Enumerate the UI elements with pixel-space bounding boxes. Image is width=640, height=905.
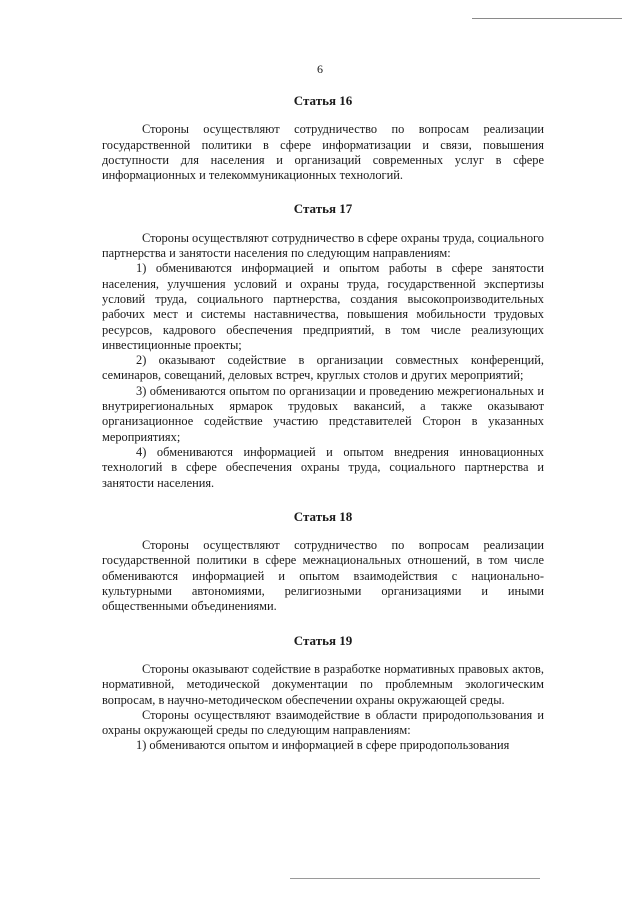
article-paragraph: Стороны оказывают содействие в разработке нормативных правовых актов, нормативной, методической документации по проблемным экологическим вопросам, в научно-методическом обеспечении охраны окружающей среды.: [102, 661, 544, 707]
scan-artifact-line: [290, 878, 540, 879]
list-item: 1) обмениваются опытом и информацией в сфере природопользования: [136, 738, 510, 753]
document-body: [102, 93, 544, 754]
article-paragraph: Стороны осуществляют сотрудничество по вопросам реализации государственной политики в сфере информатизации и связи, повышения доступности для населения и организаций современных услуг в сфере информационных и телекоммуникационных технологий.: [102, 122, 544, 183]
article-title: Статья 18: [293, 508, 353, 524]
list-item: 2) оказывают содействие в организации совместных конференций, семинаров, совещаний, деловых встреч, круглых столов и других мероприятий;: [102, 353, 544, 383]
article-paragraph: Стороны осуществляют взаимодействие в области природопользования и охраны окружающей среды по следующим направлениям:: [102, 707, 544, 738]
article-title: Статья 16: [293, 93, 353, 108]
article-paragraph: Стороны осуществляют сотрудничество по вопросам реализации государственной политики в сфере межнациональных отношений, в том числе обмениваются информацией и опытом взаимодействия с национально-культурными автономиями, религиозными организациями и иными общественными объединениями.: [102, 538, 544, 614]
page-number: 6: [317, 62, 323, 76]
article-title: Статья 17: [293, 201, 353, 217]
article-paragraph: Стороны осуществляют сотрудничество в сфере охраны труда, социального партнерства и занятости населения по следующим направлениям:: [102, 230, 544, 261]
list-item: 4) обмениваются информацией и опытом внедрения инновационных технологий в сфере обеспечения охраны труда, социального партнерства и занятости населения.: [102, 444, 544, 490]
article-18: [102, 509, 544, 615]
list-item: 1) обмениваются информацией и опытом работы в сфере занятости населения, улучшения условий и охраны труда, государственной экспертизы условий труда, социального партнерства, создания высокопроизводительных рабочих мест и системы наставничества, повышения мобильности трудовых ресурсов, кадрового обеспечения предприятий, в том числе реализующих инвестиционные проекты;: [102, 261, 544, 352]
article-16: [102, 93, 544, 183]
article-19: [102, 633, 544, 754]
article-title: Статья 19: [293, 632, 353, 648]
scan-artifact-line: [472, 18, 622, 19]
list-item: 3) обмениваются опытом по организации и проведению межрегиональных и внутрирегиональных ярмарок трудовых вакансий, а также оказывают организационное содействие участию представителей Сторон в указанных мероприятиях;: [102, 383, 544, 444]
article-17: [102, 201, 544, 490]
